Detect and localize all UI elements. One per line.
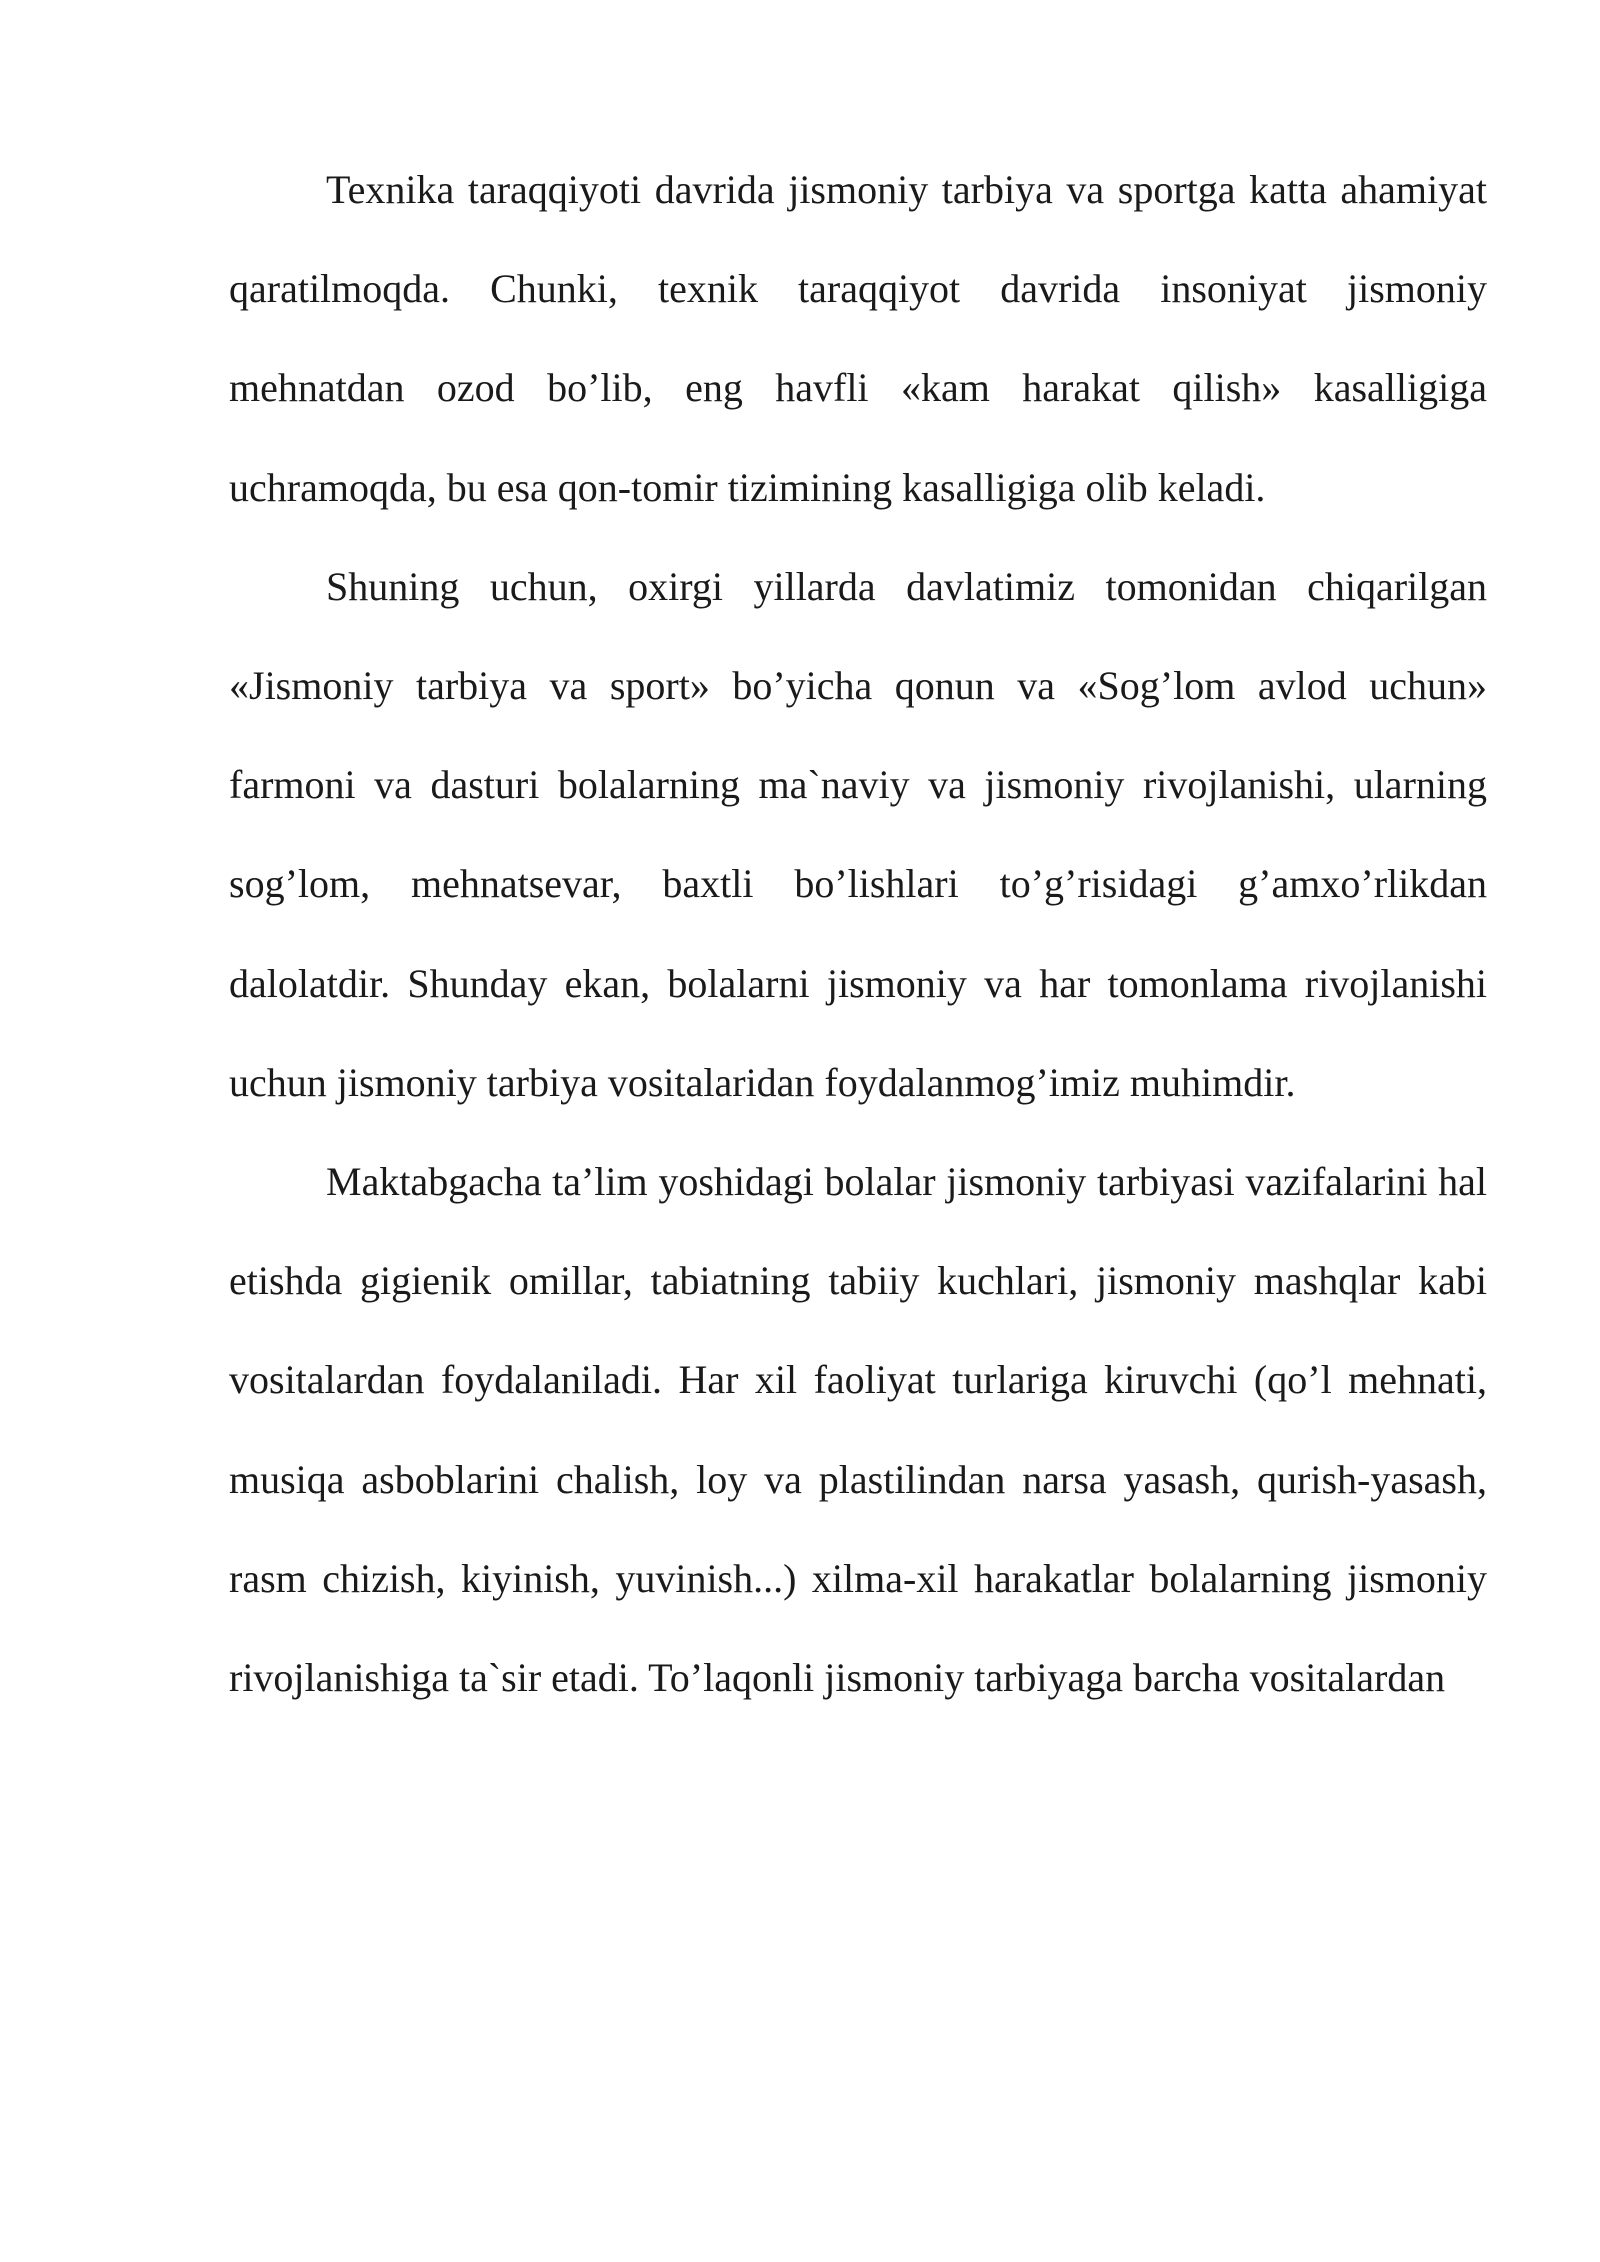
- paragraph-1: Texnika taraqqiyoti davrida jismoniy tarbiya va sportga katta ahamiyat qaratilmoqda. Chunki, texnik taraqqiyot davrida insoniyat jismoniy mehnatdan ozod bo’lib, eng havfli «kam harakat qilish» kasalligiga uchramoqda, bu esa qon-tomir tizimining kasalligiga olib keladi.: [229, 167, 1487, 510]
- paragraph-2: Shuning uchun, oxirgi yillarda davlatimiz tomonidan chiqarilgan «Jismoniy tarbiya va sport» bo’yicha qonun va «Sog’lom avlod uchun» farmoni va dasturi bolalarning ma`naviy va jismoniy rivojlanishi, ularning sog’lom, mehnatsevar, baxtli bo’lishlari to’g’risidagi g’amxo’rlikdan dalolatdir. Shunday ekan, bolalarni jismoniy va har tomonlama rivojlanishi uchun jismoniy tarbiya vositalaridan foydalanmog’imiz muhimdir.: [229, 563, 1487, 1105]
- paragraph-3: Maktabgacha ta’lim yoshidagi bolalar jismoniy tarbiyasi vazifalarini hal etishda gigienik omillar, tabiatning tabiiy kuchlari, jismoniy mashqlar kabi vositalardan foydalaniladi. Har xil faoliyat turlariga kiruvchi (qo’l mehnati, musiqa asboblarini chalish, loy va plastilindan narsa yasash, qurish-yasash, rasm chizish, kiyinish, yuvinish...) xilma-xil harakatlar bolalarning jismoniy rivojlanishiga ta`sir etadi. To’laqonli jismoniy tarbiyaga barcha vositalardan: [229, 1159, 1487, 1701]
- body-text: [229, 140, 1487, 1727]
